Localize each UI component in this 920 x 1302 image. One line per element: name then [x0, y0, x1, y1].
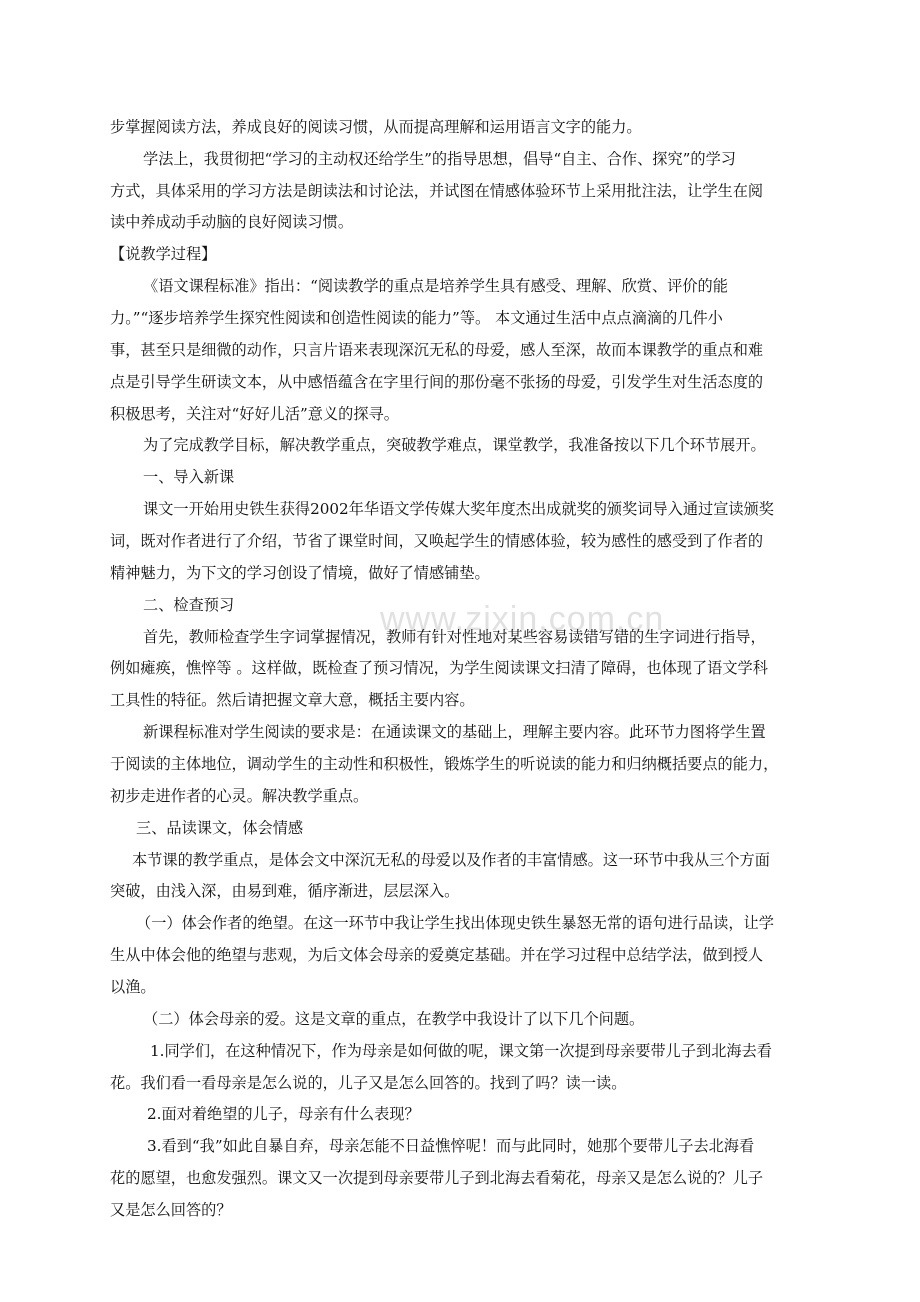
paragraph-line: 事，甚至只是细微的动作，只言片语来表现深沉无私的母爱，感人至深，故而本课教学的重点和难 [110, 341, 764, 359]
paragraph-line: 突破，由浅入深，由易到难，循序渐进，层层深入。 [110, 882, 460, 900]
paragraph-line: （二）体会母亲的爱。这是文章的重点，在教学中我设计了以下几个问题。 [143, 1010, 645, 1028]
paragraph-line: 积极思考，关注对“好好儿活”意义的探寻。 [110, 405, 399, 423]
watermark: www.zixin.com.cn [380, 600, 665, 638]
paragraph-line: 例如瘫痪，憔悴等 。这样做，既检查了预习情况，为学生阅读课文扫清了障碍，也体现了语文学科 [110, 659, 768, 677]
list-item: 1.同学们，在这种情况下，作为母亲是如何做的呢，课文第一次提到母亲要带儿子到北海去看 [150, 1042, 772, 1060]
paragraph-line: 以渔。 [110, 978, 156, 996]
paragraph-line: 又是怎么回答的？ [110, 1201, 232, 1219]
paragraph-line: 生从中体会他的绝望与悲观，为后文体会母亲的爱奠定基础。并在学习过程中总结学法，做到授人 [110, 946, 764, 964]
paragraph-line: 词，既对作者进行了介绍，节省了课堂时间，又唤起学生的情感体验，较为感性的感受到了作者的 [110, 532, 764, 550]
section-heading: 【说教学过程】 [110, 245, 217, 263]
paragraph-line: 为了完成教学目标，解决教学重点，突破教学难点，课堂教学，我准备按以下几个环节展开。 [143, 436, 766, 454]
paragraph-line: （一）体会作者的绝望。在这一环节中我让学生找出体现史铁生暴怒无常的语句进行品读，让学 [136, 914, 774, 932]
paragraph-line: 首先，教师检查学生字词掌握情况，教师有针对性地对某些容易读错写错的生字词进行指导， [143, 628, 766, 646]
paragraph-line: 力。”“逐步培养学生探究性阅读和创造性阅读的能力”等。 本文通过生活中点点滴滴的几件小 [110, 309, 723, 327]
paragraph-line: 初步走进作者的心灵。解决教学重点。 [110, 787, 369, 805]
paragraph-line: 《语文课程标准》指出：“阅读教学的重点是培养学生具有感受、理解、欣赏、评价的能 [143, 277, 728, 295]
subsection-heading: 一、导入新课 [143, 468, 235, 486]
paragraph-line: 学法上，我贯彻把“学习的主动权还给学生”的指导思想，倡导“自主、合作、探究”的学习 [143, 150, 736, 168]
paragraph-line: 于阅读的主体地位，调动学生的主动性和积极性，锻炼学生的听说读的能力和归纳概括要点的能力， [110, 755, 779, 773]
subsection-heading: 二、检查预习 [143, 596, 235, 614]
paragraph-line: 工具性的特征。然后请把握文章大意，概括主要内容。 [110, 691, 475, 709]
paragraph-line: 点是引导学生研读文本，从中感悟蕴含在字里行间的那份毫不张扬的母爱，引发学生对生活态度的 [110, 373, 764, 391]
paragraph-line: 花的愿望，也愈发强烈。课文又一次提到母亲要带儿子到北海去看菊花，母亲又是怎么说的？儿子 [110, 1169, 764, 1187]
paragraph-line: 方式，具体采用的学习方法是朗读法和讨论法，并试图在情感体验环节上采用批注法，让学生在阅 [110, 182, 764, 200]
list-item: 3.看到“我”如此自暴自弃，母亲怎能不日益憔悴呢！而与此同时，她那个要带儿子去北海看 [147, 1137, 755, 1155]
paragraph-line: 步掌握阅读方法，养成良好的阅读习惯，从而提高理解和运用语言文字的能力。 [110, 118, 642, 136]
list-item: 2.面对着绝望的儿子，母亲有什么表现？ [147, 1105, 420, 1123]
paragraph-line: 精神魅力，为下文的学习创设了情境，做好了情感铺垫。 [110, 564, 490, 582]
paragraph-line: 花。我们看一看母亲是怎么说的，儿子又是怎么回答的。找到了吗？读一读。 [110, 1074, 627, 1092]
paragraph-line: 课文一开始用史铁生获得2002年华语文学传媒大奖年度杰出成就奖的颁奖词导入通过宣读颁奖 [143, 500, 774, 518]
subsection-heading: 三、品读课文，体会情感 [136, 819, 304, 837]
paragraph-line: 读中养成动手动脑的良好阅读习惯。 [110, 213, 353, 231]
paragraph-line: 新课程标准对学生阅读的要求是：在通读课文的基础上，理解主要内容。此环节力图将学生置 [143, 723, 766, 741]
paragraph-line: 本节课的教学重点，是体会文中深沉无私的母爱以及作者的丰富情感。这一环节中我从三个方面 [132, 851, 770, 869]
